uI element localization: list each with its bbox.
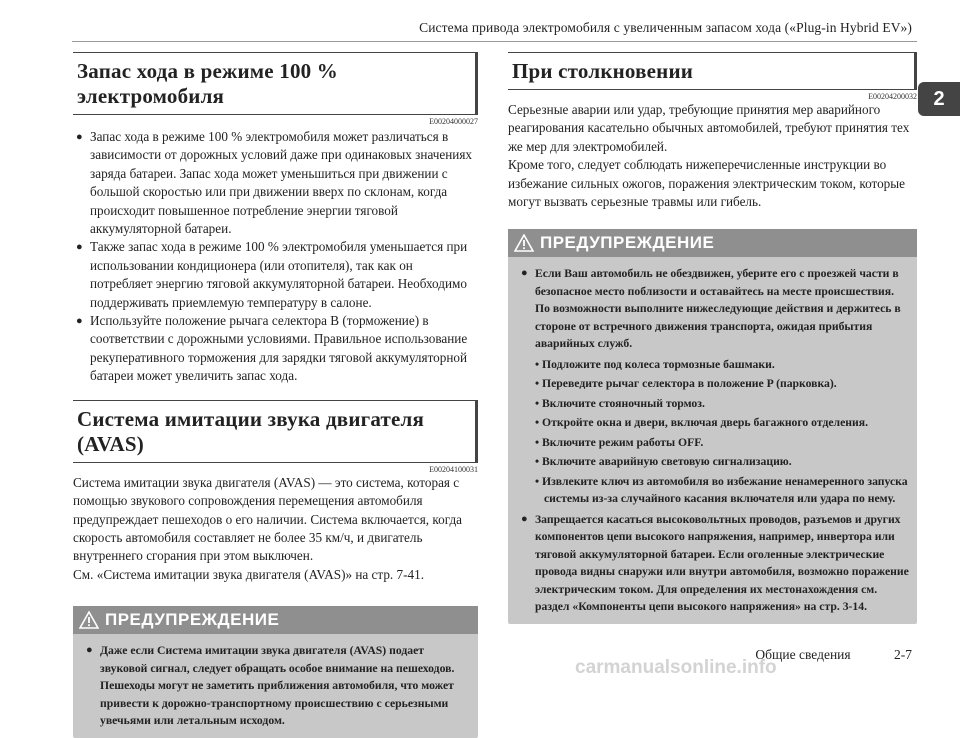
heading-bar: [914, 53, 917, 89]
step-item: • Переведите рычаг селектора в положение P (парковка).: [535, 377, 837, 391]
list-item: ● Запрещается касаться высоковольтных проводов, разъемов и других компонентов цепи высокого напряжения, например, инвертора или тяговой аккумуляторной батареи. Если оголенные электрические провода видны снаружи или внутри автомобиля, возможно поражение электрическим током. Для определения их местонахождения см. раздел «Компоненты цепи высокого напряжения» на стр. 3-14.: [518, 511, 909, 616]
warning-box: [508, 229, 917, 624]
right-column: [508, 52, 917, 624]
warning-list: [518, 511, 909, 616]
watermark: carmanualsonline.info: [575, 657, 777, 678]
warning-triangle-icon: [79, 611, 99, 629]
warning-body: [508, 257, 917, 616]
step-item: • Включите режим работы OFF.: [535, 435, 704, 449]
warning-triangle-icon: [514, 234, 534, 252]
page-footer: [755, 647, 912, 663]
list-item: ● Если Ваш автомобиль не обездвижен, уберите его с проезжей части в безопасное место поблизости и оставайтесь на месте происшествия.: [518, 265, 909, 300]
warning-list: [83, 642, 470, 677]
footer-section-name: Общие сведения: [755, 647, 851, 662]
list-item: ● Даже если Система имитации звука двигателя (AVAS) подает звуковой сигнал, следует обращать особое внимание на пешеходов.: [83, 642, 470, 677]
warning-body: [73, 634, 478, 730]
list-item: ● Также запас хода в режиме 100 % электромобиля уменьшается при использовании кондиционера (или отопителя), так как он потребляет энергию тяговой аккумуляторной батареи. Необходимо поддерживать приемлемую температуру в салоне.: [73, 238, 478, 312]
warning-list: [518, 265, 909, 300]
section-title: Система имитации звука двигателя (AVAS): [77, 406, 425, 456]
header-rule: [72, 41, 917, 42]
list-item: ● Используйте положение рычага селектора B (торможение) в соответствии с дорожными условиями. Правильное использование рекуперативного торможения для зарядки тяговой аккумуляторной батареи может увеличить запас хода.: [73, 312, 478, 386]
paragraph: Кроме того, следует соблюдать нижеперечисленные инструкции во избежание сильных ожогов, поражения электрическим током, которые могут вызвать серьезные травмы или гибель.: [508, 157, 905, 210]
section-heading-collision: [508, 52, 917, 90]
warning-title: ПРЕДУПРЕЖДЕНИЕ: [105, 610, 280, 630]
warning-note: Пешеходы могут не заметить приближения автомобиля, что может привести к дорожно-транспортному происшествию с серьезными увечьями или летальным исходом.: [100, 679, 454, 728]
bullet-list: [73, 128, 478, 386]
section-title: При столкновении: [512, 59, 694, 83]
warning-header: [73, 606, 478, 634]
paragraph: Серьезные аварии или удар, требующие принятия мер аварийного реагирования касательно обычных автомобилей, требуют принятия тех же мер для электромобилей.: [508, 102, 910, 154]
step-item: • Извлеките ключ из автомобиля во избежание ненамеренного запуска системы из-за случайного касания включателя или удара по нему.: [535, 474, 908, 506]
warning-header: [508, 229, 917, 257]
step-item: • Подложите под колеса тормозные башмаки.: [535, 357, 775, 371]
section-heading-avas: [73, 400, 478, 463]
step-item: • Откройте окна и двери, включая дверь багажного отделения.: [535, 416, 869, 430]
section-heading-ev-range: [73, 52, 478, 115]
cross-reference: См. «Система имитации звука двигателя (AVAS)» на стр. 7-41.: [73, 566, 424, 582]
step-item: • Включите аварийную световую сигнализацию.: [535, 455, 792, 469]
section-code: E00204200032: [868, 92, 917, 101]
section-code: E00204000027: [429, 117, 478, 126]
paragraph: Система имитации звука двигателя (AVAS) — это система, которая с помощью звукового сопровождения перемещения автомобиля предупреждает пешеходов о его наличии. Система включается, когда скорость автомобиля составляет не более 35 км/ч, и двигатель внутреннего сгорания при этом выключен.: [73, 474, 463, 564]
list-item: ● Запас хода в режиме 100 % электромобиля может различаться в зависимости от дорожных условий даже при одинаковых значениях заряда батареи. Запас хода может уменьшиться при движении с большой скоростью или при движении вверх по склонам, когда происходит повышенное потребление энергии тяговой аккумуляторной батареи.: [73, 128, 478, 238]
step-item: • Включите стояночный тормоз.: [535, 396, 705, 410]
heading-bar: [475, 401, 478, 462]
heading-bar: [475, 53, 478, 114]
section-title: Запас хода в режиме 100 % электромобиля: [77, 59, 338, 108]
warning-note: По возможности выполните нижеследующие действия и держитесь в стороне от встречного движения транспорта, ожидая прибытия аварийных служб.: [535, 302, 901, 351]
page-number: 2-7: [894, 647, 912, 662]
warning-box: [73, 606, 478, 738]
chapter-tab[interactable]: 2: [918, 82, 960, 116]
warning-title: ПРЕДУПРЕЖДЕНИЕ: [540, 233, 715, 253]
section-code: E00204100031: [429, 464, 478, 474]
left-column: [73, 52, 478, 738]
running-header: Система привода электромобиля с увеличенным запасом хода («Plug-in Hybrid EV»): [419, 20, 912, 35]
